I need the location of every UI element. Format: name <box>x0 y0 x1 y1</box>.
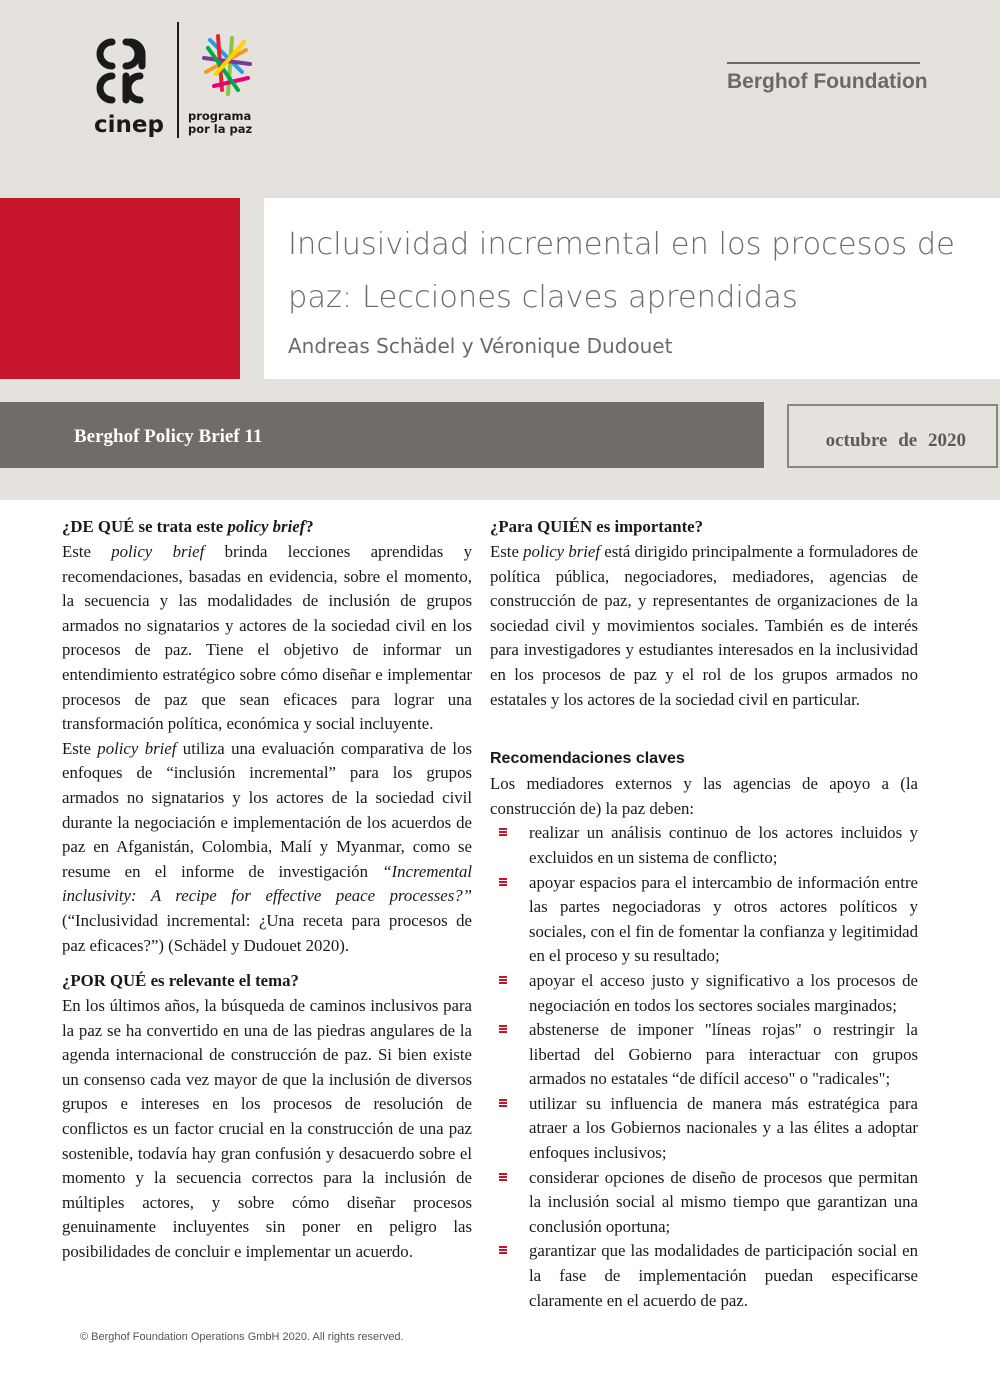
bullet-icon <box>499 828 507 839</box>
red-accent-block <box>0 198 240 379</box>
bullet-icon <box>499 1246 507 1257</box>
list-item: apoyar el acceso justo y significativo a los procesos de negociación en todos los sectores sociales marginados; <box>490 969 918 1018</box>
list-item: considerar opciones de diseño de procesos que permitan la inclusión social al mismo tiempo que garantizan una conclusión oportuna; <box>490 1166 918 1240</box>
date-box <box>787 404 998 468</box>
recommendations-list <box>490 821 918 1313</box>
bullet-icon <box>499 1173 507 1184</box>
berghof-rule <box>727 62 920 64</box>
heading-why-relevant: ¿POR QUÉ es relevante el tema? <box>62 971 299 991</box>
series-label: Berghof Policy Brief 11 <box>74 426 263 447</box>
publication-date: octubre de 2020 <box>825 430 966 451</box>
logo-divider <box>177 22 179 138</box>
list-item: realizar un análisis continuo de los actores incluidos y excluidos en un sistema de conflicto; <box>490 821 918 870</box>
recommendations-intro: Los mediadores externos y las agencias de apoyo a (la construcción de) la paz deben: <box>490 774 918 818</box>
series-bar <box>0 402 764 468</box>
list-item: abstenerse de imponer "líneas rojas" o restringir la libertad del Gobierno para interactuar con grupos armados no estatales “de difícil acceso" o "radicales"; <box>490 1018 918 1092</box>
por-la-paz-label: por la paz <box>188 122 253 136</box>
list-item: apoyar espacios para el intercambio de información entre las partes negociadoras y otros actores políticos y sociales, con el fin de fomentar la confianza y legitimidad en el proceso y su resultado; <box>490 871 918 969</box>
cinep-logo <box>90 32 170 142</box>
heading-what-about: ¿DE QUÉ se trata este policy brief? <box>62 517 314 536</box>
bullet-icon <box>499 878 507 889</box>
list-item: utilizar su influencia de manera más estratégica para atraer a los Gobiernos nacionales y a las élites a adoptar enfoques inclusivos; <box>490 1092 918 1166</box>
report-title: “Incremental inclusivity: A recipe for effective peace processes?” <box>62 861 472 906</box>
berghof-foundation-brand: Berghof Foundation <box>727 70 928 93</box>
programa-label: programa <box>188 109 252 123</box>
document-authors: Andreas Schädel y Véronique Dudouet <box>288 334 673 358</box>
bullet-icon <box>499 976 507 987</box>
paragraph-audience: Este policy brief está dirigido principalmente a formuladores de política pública, negociadores, mediadores, agencias de construcción de paz, y representantes de organizaciones de la sociedad civil y movimientos sociales. También es de interés para investigadores y estudiantes interesados en la inclusividad en los procesos de paz y el rol de los grupos armados no estatales y los actores de la sociedad civil en particular. <box>490 542 918 709</box>
paragraph-purpose: Este policy brief brinda lecciones aprendidas y recomendaciones, basadas en evidencia, sobre el momento, la secuencia y las modalidades de inclusión de grupos armados no signatarios y actores de la sociedad civil en los procesos de paz. Tiene el objetivo de informar un entendimiento estratégico sobre cómo diseñar e implementar procesos de paz que sean eficaces para lograr una transformación política, económica y social incluyente. <box>62 542 472 734</box>
left-column <box>62 510 472 1265</box>
paragraph-relevance: En los últimos años, la búsqueda de caminos inclusivos para la paz se ha convertido en una de las piedras angulares de la agenda internacional de construcción de paz. Si bien existe un consenso cada vez mayor de que la inclusión de diversos grupos e intereses en los procesos de resolución de conflictos es un factor crucial en la construcción de una paz sostenible, todavía hay gran confusión y desacuerdo sobre el momento y la secuencia correctos para la inclusión de múltiples actores, y sobre cómo diseñar procesos genuinamente incluyentes sin poner en peligro las posibilidades de concluir e implementar un acuerdo. <box>62 996 472 1262</box>
document-title: Inclusividad incremental en los procesos de paz: Lecciones claves aprendidas <box>288 227 955 315</box>
heading-for-whom: ¿Para QUIÉN es importante? <box>490 517 704 536</box>
cinep-label: cinep <box>94 112 164 138</box>
heading-recommendations: Recomendaciones claves <box>490 750 685 768</box>
programa-por-la-paz-logo <box>188 28 268 138</box>
copyright-footer: © Berghof Foundation Operations GmbH 2020. All rights reserved. <box>80 1331 404 1343</box>
list-item: garantizar que las modalidades de participación social en la fase de implementación puedan especificarse claramente en el acuerdo de paz. <box>490 1239 918 1313</box>
paragraph-method: Este policy brief utiliza una evaluación comparativa de los enfoques de “inclusión incremental” para los grupos armados no signatarios y los actores de la sociedad civil durante la negociación e implementación de los acuerdos de paz en Afganistán, Colombia, Malí y Myanmar, como se resume en el informe de investigación “Incremental inclusivity: A recipe for effective peace processes?” (“Inclusividad incremental: ¿Una receta para procesos de paz eficaces?”) (Schädel y Dudouet 2020). <box>62 738 472 955</box>
bullet-icon <box>499 1099 507 1110</box>
title-panel <box>264 198 1000 379</box>
bullet-icon <box>499 1025 507 1036</box>
right-column <box>490 510 918 1313</box>
